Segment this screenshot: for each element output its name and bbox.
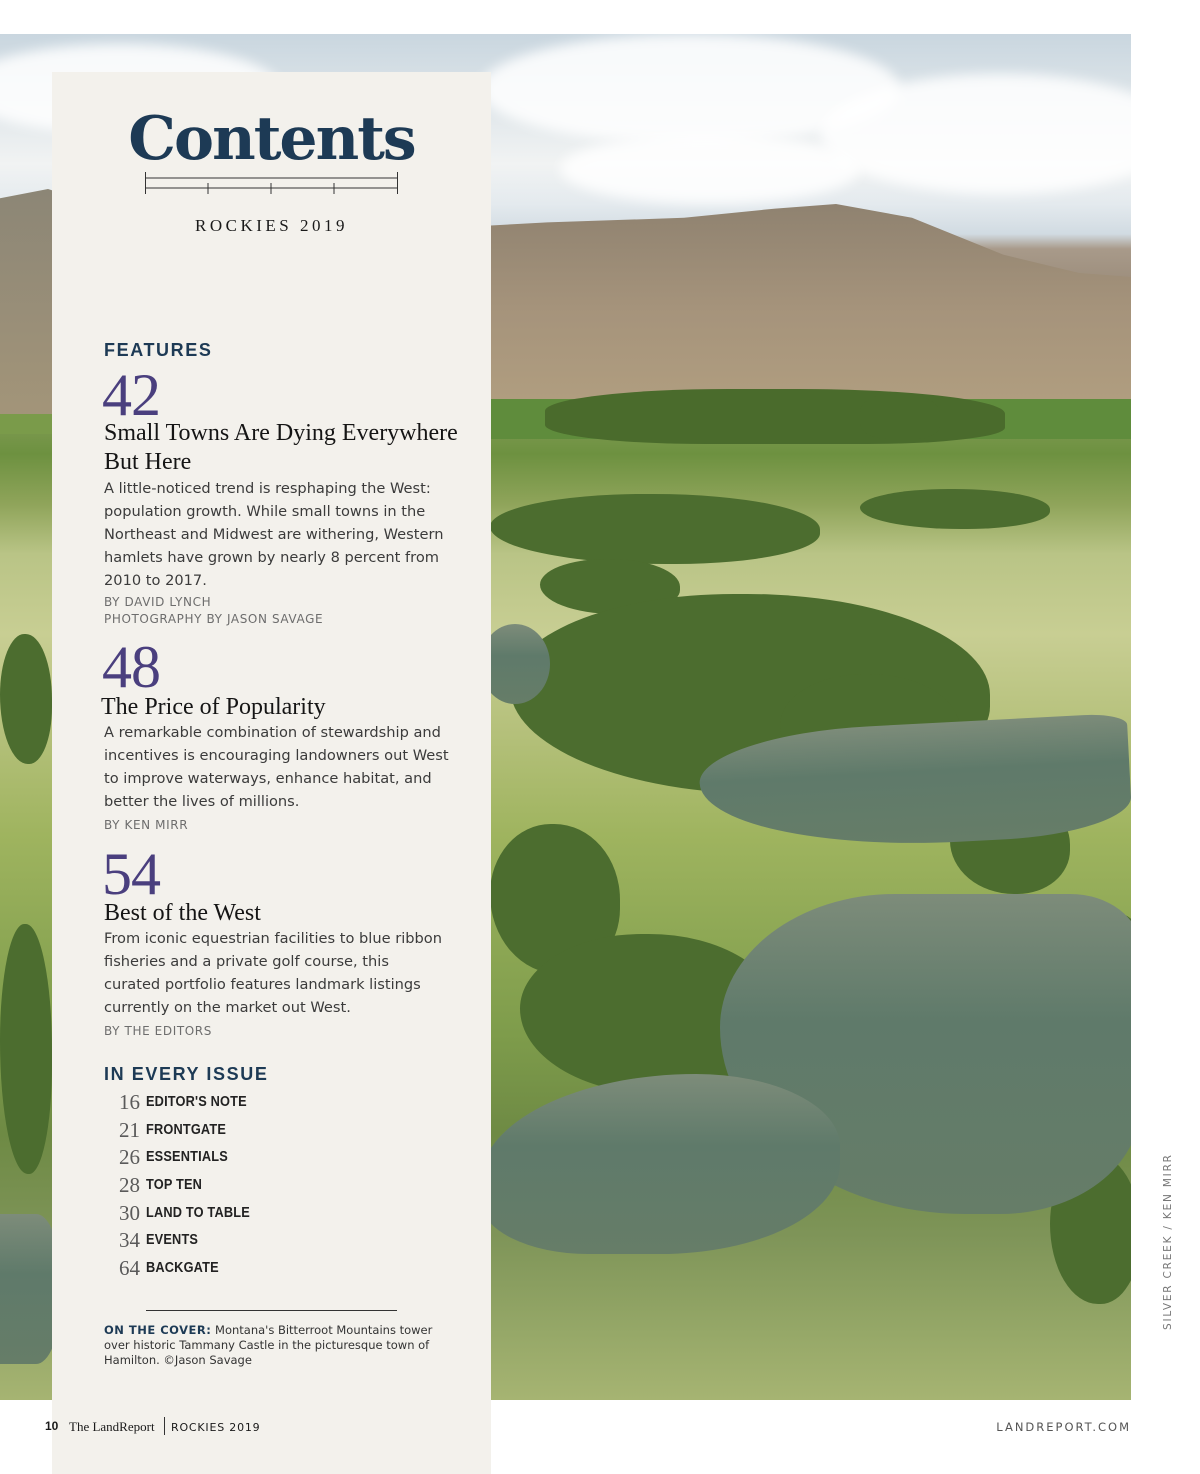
department-page: 28 (119, 1173, 140, 1198)
photo-credit-vertical: SILVER CREEK / KEN MIRR (1162, 1153, 1174, 1330)
department-page: 30 (119, 1200, 140, 1225)
folio-page-number: 10 (45, 1419, 59, 1433)
divider (146, 1310, 397, 1311)
edition-label: ROCKIES 2019 (195, 216, 348, 235)
page-title: Contents (128, 104, 415, 174)
feature-page-number: 48 (102, 634, 160, 700)
cover-note-label: ON THE COVER: (104, 1323, 212, 1337)
feature-title[interactable]: Best of the West (104, 900, 261, 926)
feature-byline: BY THE EDITORS (104, 1024, 212, 1038)
feature-description: From iconic equestrian facilities to blue ribbon fisheries and a private golf course, this curated portfolio features landmark listings currently on the market out West. (104, 930, 442, 1016)
website-link[interactable]: LANDREPORT.COM (996, 1420, 1131, 1434)
department-item[interactable] (104, 1173, 404, 1201)
feature-title[interactable]: Small Towns Are Dying Everywhere But Here (104, 420, 458, 475)
in-every-issue-heading: IN EVERY ISSUE (104, 1064, 269, 1084)
features-heading: FEATURES (104, 340, 213, 360)
department-page: 64 (119, 1256, 140, 1281)
feature-description: A little-noticed trend is resphaping the West: population growth. While small towns in the Northeast and Midwest are withering, Western hamlets have grown by nearly 8 percent from 2010 to 2017. (104, 480, 444, 589)
department-page: 34 (119, 1228, 140, 1253)
feature-byline: BY DAVID LYNCH (104, 595, 212, 609)
feature-description: A remarkable combination of stewardship and incentives is encouraging landowners out West to improve waterways, enhance habitat, and better the lives of millions. (104, 724, 449, 810)
cover-note-text: Montana's Bitterroot Mountains tower over historic Tammany Castle in the picturesque town of Hamilton. ©Jason Savage (104, 1323, 433, 1367)
magazine-logo: The LandReport (69, 1419, 155, 1434)
department-page: 26 (119, 1145, 140, 1170)
folio-issue: ROCKIES 2019 (171, 1421, 261, 1434)
department-label: LAND TO TABLE (146, 1204, 250, 1221)
department-item[interactable] (104, 1118, 404, 1146)
department-item[interactable] (104, 1228, 404, 1256)
department-label: FRONTGATE (146, 1121, 227, 1138)
department-label: ESSENTIALS (146, 1149, 228, 1166)
department-label: EDITOR'S NOTE (146, 1094, 247, 1110)
feature-photo-credit: PHOTOGRAPHY BY JASON SAVAGE (104, 612, 324, 626)
department-item[interactable] (104, 1145, 404, 1173)
department-label: EVENTS (146, 1232, 199, 1249)
cover-note (104, 1323, 454, 1368)
title-rule-ornament (145, 172, 398, 194)
feature-title[interactable]: The Price of Popularity (101, 694, 326, 720)
department-item[interactable] (104, 1201, 404, 1229)
department-label: BACKGATE (146, 1260, 219, 1277)
department-page: 16 (119, 1090, 140, 1114)
feature-page-number: 54 (102, 841, 160, 907)
folio-divider (164, 1417, 165, 1435)
department-page: 21 (119, 1117, 140, 1142)
department-item[interactable] (104, 1256, 404, 1284)
feature-page-number: 42 (102, 362, 160, 428)
department-item[interactable] (104, 1090, 404, 1118)
department-label: TOP TEN (146, 1177, 203, 1194)
feature-byline: BY KEN MIRR (104, 818, 189, 832)
department-list (104, 1090, 404, 1284)
